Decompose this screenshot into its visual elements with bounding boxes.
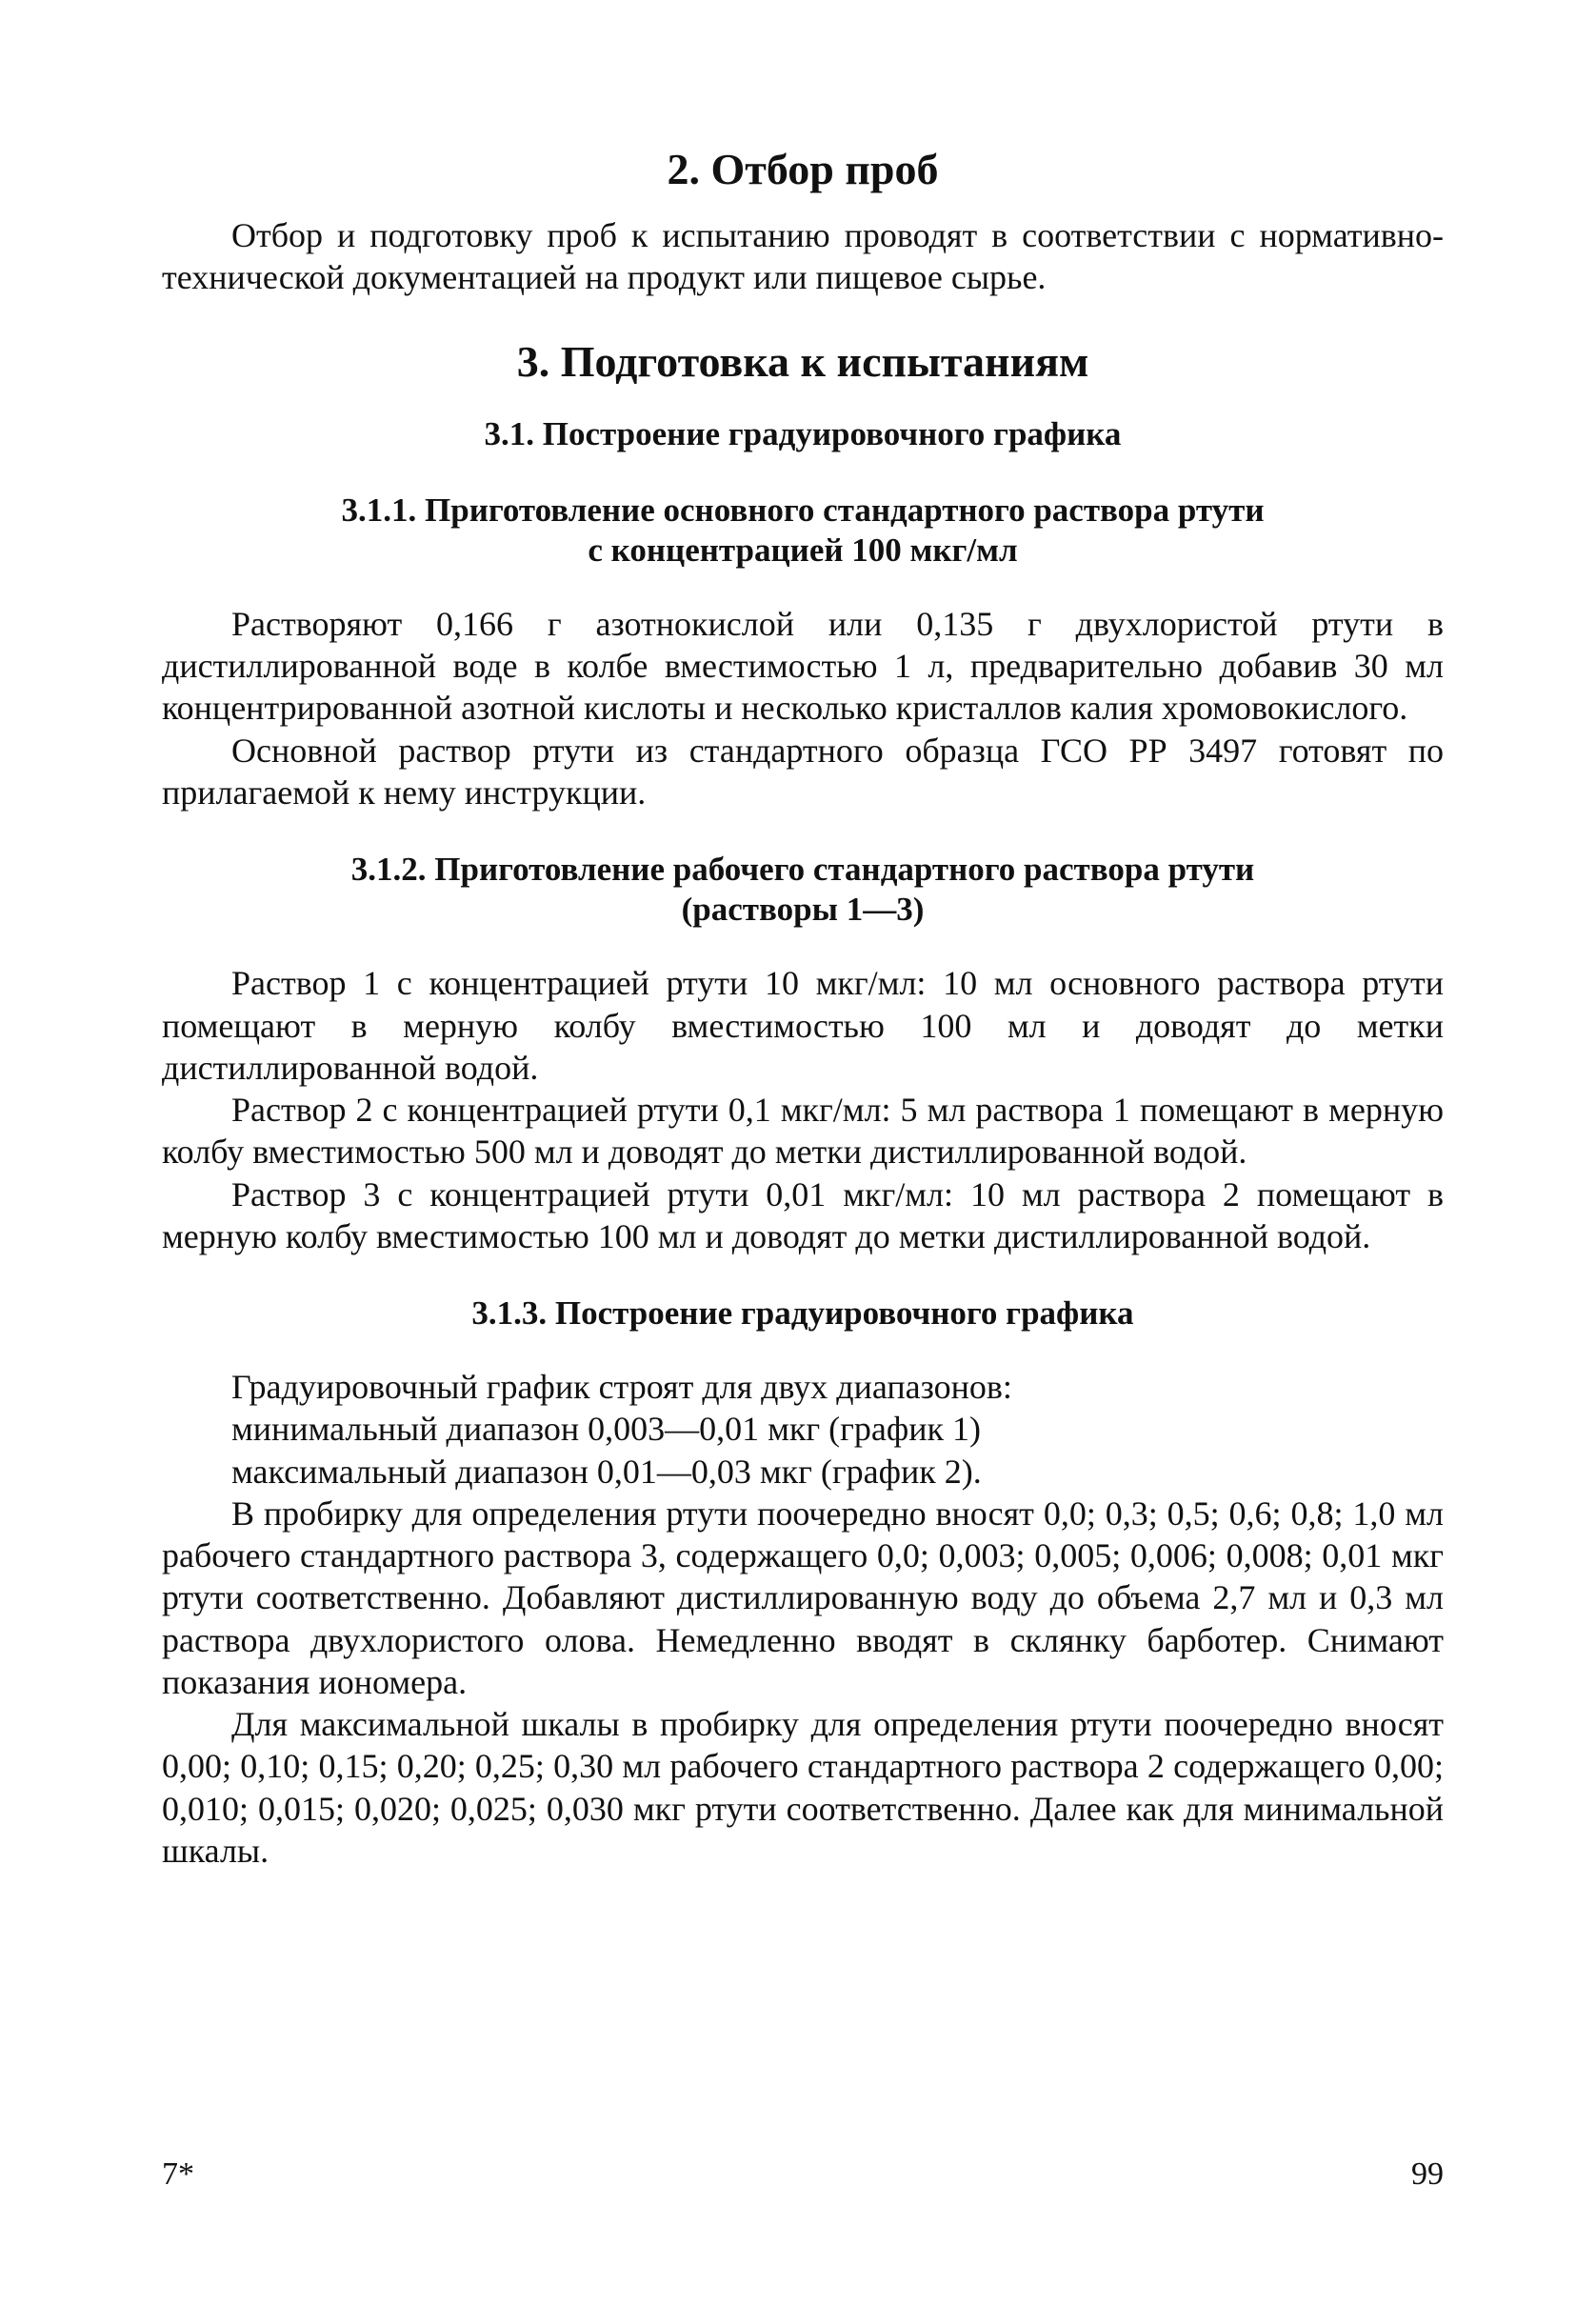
- item-3-1-2-paragraph: Раствор 3 с концентрацией ртути 0,01 мкг/мл: 10 мл раствора 2 помещают в мерную колбу вместимостью 100 мл и доводят до метки дистиллированной водой.: [162, 1174, 1444, 1255]
- item-3-1-2-title-line2: (растворы 1—3): [681, 891, 925, 929]
- signature-mark: 7*: [162, 2156, 194, 2192]
- item-3-1-1-paragraph: Основной раствор ртути из стандартного образца ГСО РР 3497 готовят по прилагаемой к нему инструкции.: [162, 731, 1444, 812]
- item-3-1-1-title: [162, 491, 1444, 571]
- page-footer: [162, 2155, 1444, 2200]
- range-maximum-line: максимальный диапазон 0,01—0,03 мкг (график 2).: [231, 1452, 982, 1491]
- page-number: 99: [1411, 2156, 1444, 2192]
- range-intro-line: Градуировочный график строят для двух диапазонов:: [231, 1368, 1012, 1407]
- section-2-paragraph: Отбор и подготовку проб к испытанию проводят в соответствии с нормативно-технической документацией на продукт или пищевое сырье.: [162, 216, 1444, 297]
- item-3-1-3-title: 3.1.3. Построение градуировочного графика: [471, 1294, 1134, 1333]
- item-3-1-1-paragraph: Растворяют 0,166 г азотнокислой или 0,135 г двухлористой ртути в дистиллированной воде в колбе вместимостью 1 л, предварительно добавив 30 мл концентрированной азотной кислоты и несколько кристаллов калия хромовокислого.: [162, 604, 1444, 728]
- item-3-1-2-paragraph: Раствор 2 с концентрацией ртути 0,1 мкг/мл: 5 мл раствора 1 помещают в мерную колбу вместимостью 500 мл и доводят до метки дистиллированной водой.: [162, 1091, 1444, 1172]
- calibration-ranges: [162, 1366, 1444, 1493]
- item-3-1-1-title-line2: с концентрацией 100 мкг/мл: [588, 531, 1018, 569]
- item-3-1-3-paragraph: В пробирку для определения ртути поочередно вносят 0,0; 0,3; 0,5; 0,6; 0,8; 1,0 мл рабочего стандартного раствора 3, содержащего 0,0; 0,003; 0,005; 0,006; 0,008; 0,01 мкг ртути соответственно. Добавляют дистиллированную воду до объема 2,7 мл и 0,3 мл раствора двухлористого олова. Немедленно вводят в склянку барботер. Снимают показания иономера.: [162, 1494, 1444, 1701]
- item-3-1-2-title-line1: 3.1.2. Приготовление рабочего стандартного раствора ртути: [350, 851, 1255, 889]
- section-3-title: 3. Подготовка к испытаниям: [516, 336, 1089, 386]
- item-3-1-2-paragraph: Раствор 1 с концентрацией ртути 10 мкг/мл: 10 мл основного раствора ртути помещают в мерную колбу вместимостью 100 мл и доводят до метки дистиллированной водой.: [162, 964, 1444, 1087]
- subsection-3-1-title: 3.1. Построение градуировочного графика: [484, 414, 1122, 452]
- item-3-1-3-paragraph: Для максимальной шкалы в пробирку для определения ртути поочередно вносят 0,00; 0,10; 0,15; 0,20; 0,25; 0,30 мл рабочего стандартного раствора 2 содержащего 0,00; 0,010; 0,015; 0,020; 0,025; 0,030 мкг ртути соответственно. Далее как для минимальной шкалы.: [162, 1705, 1444, 1871]
- range-minimum-line: минимальный диапазон 0,003—0,01 мкг (график 1): [231, 1410, 981, 1449]
- section-2-title: 2. Отбор проб: [667, 145, 939, 193]
- item-3-1-1-title-line1: 3.1.1. Приготовление основного стандартного раствора ртути: [341, 491, 1265, 529]
- item-3-1-2-title: [162, 850, 1444, 930]
